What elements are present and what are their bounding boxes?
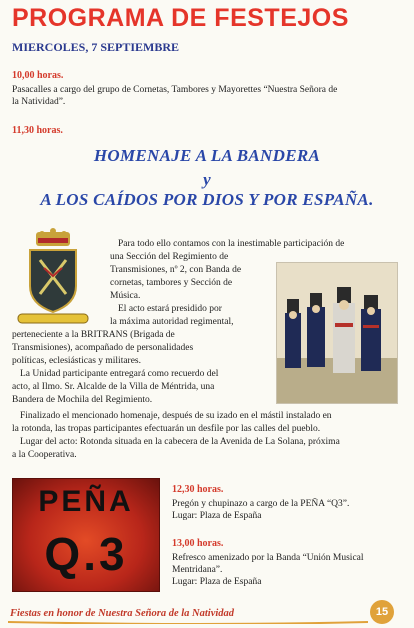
event-line: Refresco amenizado por la Banda “Unión Musical bbox=[172, 553, 364, 563]
body-line: La Unidad participante entregará como recuerdo del bbox=[20, 369, 219, 379]
body-line: Transmisiones), acompañado de personalidades bbox=[12, 343, 194, 353]
page-title: PROGRAMA DE FESTEJOS bbox=[12, 4, 349, 32]
body-line: El acto estará presidido por bbox=[118, 304, 222, 314]
event-description bbox=[12, 84, 406, 108]
body-line: políticas, eclesiásticas y militares. bbox=[12, 356, 142, 366]
event-time: 10,00 horas. bbox=[12, 70, 64, 81]
event-time: 11,30 horas. bbox=[12, 125, 63, 136]
body-line: Finalizado el mencionado homenaje, después de su izado en el mástil instalado en bbox=[20, 411, 332, 421]
event-description bbox=[172, 498, 402, 522]
body-line: perteneciente a la BRITRANS (Brigada de bbox=[12, 330, 175, 340]
body-line: cornetas, tambores y Sección de bbox=[110, 278, 233, 288]
event-line: la Natividad”. bbox=[12, 97, 66, 107]
event-description bbox=[172, 552, 402, 588]
body-line: Música. bbox=[110, 291, 141, 301]
body-line: la rotonda, las tropas participantes efectuarán un desfile por las calles del pueblo. bbox=[12, 424, 321, 434]
body-line: la máxima autoridad regimental, bbox=[110, 317, 234, 327]
event-time: 12,30 horas. bbox=[172, 484, 224, 495]
headline-line: A LOS CAÍDOS POR DIOS Y POR ESPAÑA. bbox=[40, 190, 374, 209]
body-line: acto, al Ilmo. Sr. Alcalde de la Villa de Méntrida, una bbox=[12, 382, 215, 392]
body-line: Bandera de Mochila del Regimiento. bbox=[12, 395, 153, 405]
event-line: Lugar: Plaza de España bbox=[172, 577, 262, 587]
event-line: Lugar: Plaza de España bbox=[172, 511, 262, 521]
event-time: 13,00 horas. bbox=[172, 538, 224, 549]
event-line: Pasacalles a cargo del grupo de Cornetas, Tambores y Mayorettes “Nuestra Señora de bbox=[12, 85, 338, 95]
body-line: a la Cooperativa. bbox=[12, 450, 77, 460]
pena-sign-line: PEÑA bbox=[38, 485, 134, 518]
body-line: una Sección del Regimiento de bbox=[110, 252, 229, 262]
body-line: Para todo ello contamos con la inestimable participación de bbox=[118, 239, 345, 249]
footer-caption: Fiestas en honor de Nuestra Señora de la Natividad bbox=[10, 608, 235, 619]
body-line: Lugar del acto: Rotonda situada en la cabecera de la Avenida de La Solana, próxima bbox=[20, 437, 340, 447]
headline-line: HOMENAJE A LA BANDERA bbox=[93, 146, 321, 165]
day-heading: MIERCOLES, 7 SEPTIEMBRE bbox=[12, 40, 180, 54]
event-line: Mentridana”. bbox=[172, 565, 223, 575]
regiment-crest-icon bbox=[14, 228, 92, 328]
soldiers-painting bbox=[276, 262, 398, 404]
pena-q3-sign bbox=[12, 478, 160, 592]
body-line: Transmisiones, nº 2, con Banda de bbox=[110, 265, 242, 275]
event-line: Pregón y chupinazo a cargo de la PEÑA “Q3”. bbox=[172, 499, 350, 509]
headline-line: y bbox=[203, 170, 211, 189]
pena-sign-line: Q.3 bbox=[44, 528, 128, 580]
page-number-badge: 15 bbox=[370, 600, 394, 624]
